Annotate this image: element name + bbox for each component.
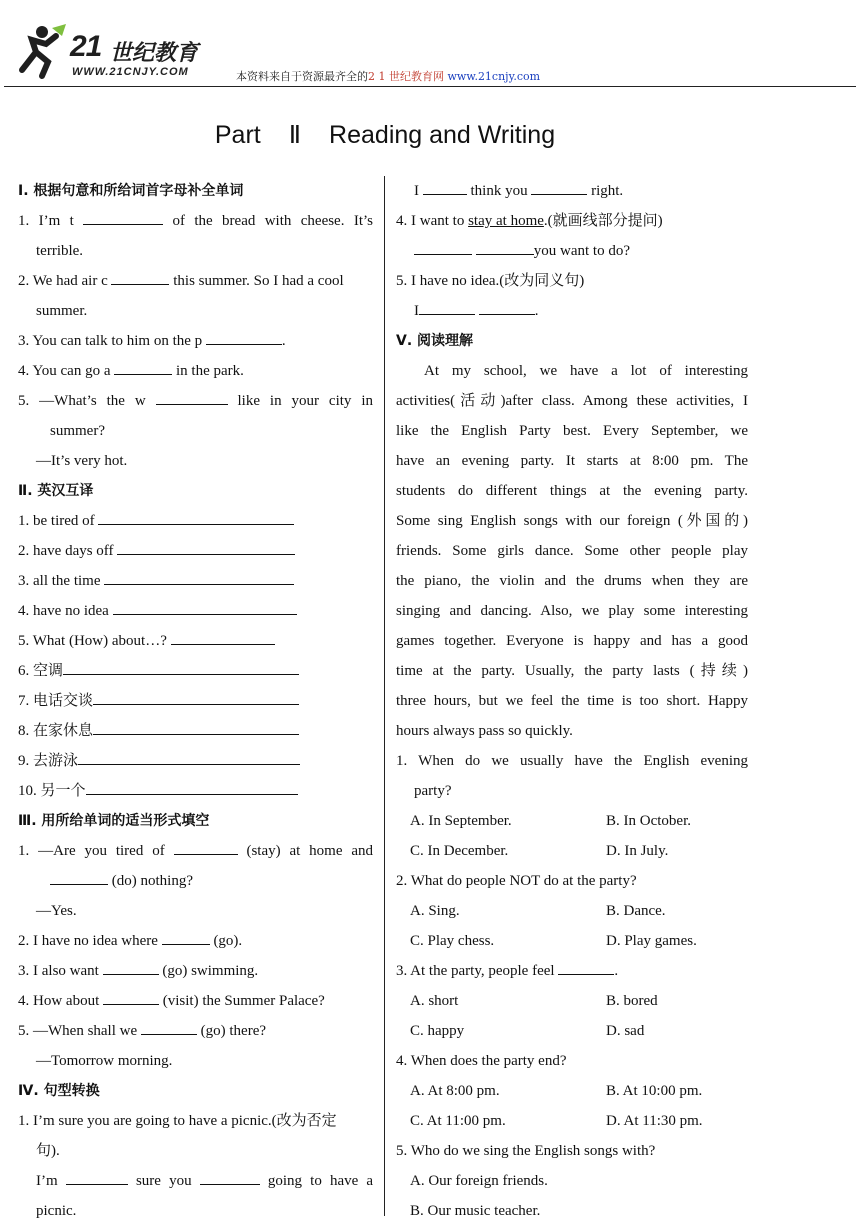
answer-blank[interactable] [78,750,300,765]
answer-blank[interactable] [117,540,295,555]
header-note-url[interactable]: www.21cnjy.com [447,70,541,83]
answer-blank[interactable] [66,1170,128,1185]
s2-item-5: 5. What (How) about…? [18,626,373,656]
page-header [0,0,860,90]
option-a[interactable]: A. In September. [410,813,512,829]
header-note-prefix: 本资料来自于资源最齐全的 [236,70,368,83]
option-b[interactable]: B. bored [606,993,658,1009]
s5-q4-options-cd [396,1106,748,1136]
option-a[interactable]: A. Sing. [410,903,460,919]
answer-blank[interactable] [174,840,238,855]
passage-line: games together. Everyone is happy and has a good [396,633,748,649]
answer-blank[interactable] [104,570,294,585]
option-b[interactable]: B. Dance. [606,903,666,919]
answer-blank[interactable] [200,1170,260,1185]
s5-q2-options-ab [396,896,748,926]
answer-blank[interactable] [156,390,228,405]
s5-q5-option-a [396,1166,748,1196]
answer-blank[interactable] [63,660,299,675]
s3-q4: 4. How about (visit) the Summer Palace? [18,986,373,1016]
s1-q3: 3. You can talk to him on the p . [18,326,373,356]
answer-blank[interactable] [171,630,275,645]
passage-line: like the English Party best. Every September, we [396,423,748,439]
option-a[interactable]: A. At 8:00 pm. [410,1083,500,1099]
answer-blank[interactable] [114,360,172,375]
header-note-site: 2 1 世纪教育网 [368,70,444,83]
answer-blank[interactable] [111,270,169,285]
answer-blank[interactable] [50,870,108,885]
section-2-heading: Ⅱ. 英汉互译 [18,483,94,499]
answer-blank[interactable] [206,330,282,345]
s4-q4-line2: you want to do? [396,236,748,266]
header-rule [4,86,856,87]
answer-blank[interactable] [141,1020,197,1035]
answer-blank[interactable] [98,510,294,525]
s1-q2-line1: 2. We had air c this summer. So I had a cool [18,266,373,296]
answer-blank[interactable] [479,300,535,315]
s3-q2: 2. I have no idea where (go). [18,926,373,956]
column-divider [384,176,385,1216]
s3-q1-line2: (do) nothing? [18,866,373,896]
s1-q5-line3: —It’s very hot. [36,453,128,469]
s5-q3-options-cd [396,1016,748,1046]
title-numeral: Ⅱ [288,121,302,149]
s5-q2: 2. What do people NOT do at the party? [396,873,637,889]
s3-q1-line1: 1. —Are you tired of (stay) at home and [18,836,373,866]
s5-q3-options-ab [396,986,748,1016]
title-name: Reading and Writing [329,121,556,149]
section-1-heading: Ⅰ. 根据句意和所给词首字母补全单词 [18,183,244,199]
left-column [18,176,373,1226]
option-c[interactable]: C. In December. [410,843,509,859]
answer-blank[interactable] [103,990,159,1005]
option-a[interactable]: A. Our foreign friends. [410,1173,548,1189]
logo-number: 21 [70,30,102,63]
title-part: Part [214,121,261,149]
option-d[interactable]: D. Play games. [606,933,697,949]
s3-q3: 3. I also want (go) swimming. [18,956,373,986]
right-column [396,176,748,1226]
s3-q1-line3: —Yes. [36,903,77,919]
s4-q1-line5: I think you right. [396,176,748,206]
option-d[interactable]: D. At 11:30 pm. [606,1113,703,1129]
s2-item-2: 2. have days off [18,536,373,566]
answer-blank[interactable] [83,210,163,225]
answer-blank[interactable] [476,240,534,255]
s1-q5-line1: 5. —What’s the w like in your city in [18,386,373,416]
logo-text: 世纪教育 [110,41,199,66]
answer-blank[interactable] [531,180,587,195]
s2-item-1: 1. be tired of [18,506,373,536]
s1-q1-line2: terrible. [36,243,84,259]
answer-blank[interactable] [162,930,210,945]
s2-item-3: 3. all the time [18,566,373,596]
answer-blank[interactable] [86,780,298,795]
passage-line: three hours, but we feel the time is too short. Happy [396,693,748,709]
s3-q5-line2: —Tomorrow morning. [36,1053,173,1069]
answer-blank[interactable] [423,180,467,195]
running-figure-logo-icon [12,22,72,82]
s4-q1-line3: I’m sure you going to have a [18,1166,373,1196]
option-a[interactable]: A. short [410,993,459,1009]
s1-q1-line1: 1. I’m t of the bread with cheese. It’s [18,206,373,236]
logo [12,22,212,82]
answer-blank[interactable] [93,690,299,705]
s4-q5-line1: 5. I have no idea.(改为同义句) [396,273,585,289]
s2-item-10: 10. 另一个 [18,776,373,806]
s2-item-6: 6. 空调 [18,656,373,686]
section-5-heading: Ⅴ. 阅读理解 [396,333,474,349]
section-3-heading: Ⅲ. 用所给单词的适当形式填空 [18,813,210,829]
s5-q4-options-ab [396,1076,748,1106]
option-d[interactable]: D. sad [606,1023,645,1039]
passage-line: At my school, we have a lot of interesting [424,363,748,379]
s5-q1-options-cd [396,836,748,866]
option-d[interactable]: D. In July. [606,843,669,859]
passage-line: singing and dancing. Also, we play some interesting [396,603,748,619]
s1-q2-line2: summer. [36,303,88,319]
option-c[interactable]: C. happy [410,1023,465,1039]
answer-blank[interactable] [414,240,472,255]
s5-q5: 5. Who do we sing the English songs with? [396,1143,656,1159]
passage-line: have an evening party. It starts at 8:00 pm. The [396,453,748,469]
header-note [236,68,540,84]
passage-line: friends. Some girls dance. Some other people play [396,543,748,559]
answer-blank[interactable] [93,720,299,735]
s2-item-7: 7. 电话交谈 [18,686,373,716]
option-b[interactable]: B. Our music teacher. [410,1203,541,1219]
s4-q1-line2: 句). [36,1143,60,1159]
s2-item-8: 8. 在家休息 [18,716,373,746]
s5-q1-line2: party? [414,783,452,799]
answer-blank[interactable] [113,600,297,615]
logo-url: WWW.21CNJY.COM [72,66,189,78]
s4-q4-line1: 4. I want to stay at home.(就画线部分提问) [396,213,663,229]
passage-line: time at the party. Usually, the party lasts (持续) [396,663,748,679]
s4-q1-line4: picnic. [36,1203,77,1219]
passage-line: the piano, the violin and the drums when they are [396,573,748,589]
s5-q4: 4. When does the party end? [396,1053,567,1069]
s3-q5: 5. —When shall we (go) there? [18,1016,373,1046]
answer-blank[interactable] [103,960,159,975]
s4-q1-line1: 1. I’m sure you are going to have a picnic.(改为否定 [18,1113,337,1129]
s4-q5-line2: I . [396,296,748,326]
passage-line: hours always pass so quickly. [396,723,573,739]
section-4-heading: Ⅳ. 句型转换 [18,1083,100,1099]
passage-line: activities(活动)after class. Among these activities, I [396,393,748,409]
page-title [0,120,770,150]
s5-q3: 3. At the party, people feel . [396,956,748,986]
option-b[interactable]: B. In October. [606,813,691,829]
option-b[interactable]: B. At 10:00 pm. [606,1083,703,1099]
option-c[interactable]: C. Play chess. [410,933,495,949]
s5-q1-options-ab [396,806,748,836]
s5-q5-option-b [396,1196,748,1226]
s5-q1-line1: 1. When do we usually have the English evening [396,753,748,769]
passage-line: students do different things at the evening party. [396,483,748,499]
passage-line: Some sing English songs with our foreign (外国的) [396,513,748,529]
s5-q2-options-cd [396,926,748,956]
s1-q5-line2: summer? [50,423,105,439]
s2-item-9: 9. 去游泳 [18,746,373,776]
option-c[interactable]: C. At 11:00 pm. [410,1113,506,1129]
s1-q4: 4. You can go a in the park. [18,356,373,386]
answer-blank[interactable] [558,960,614,975]
s2-item-4: 4. have no idea [18,596,373,626]
answer-blank[interactable] [419,300,475,315]
